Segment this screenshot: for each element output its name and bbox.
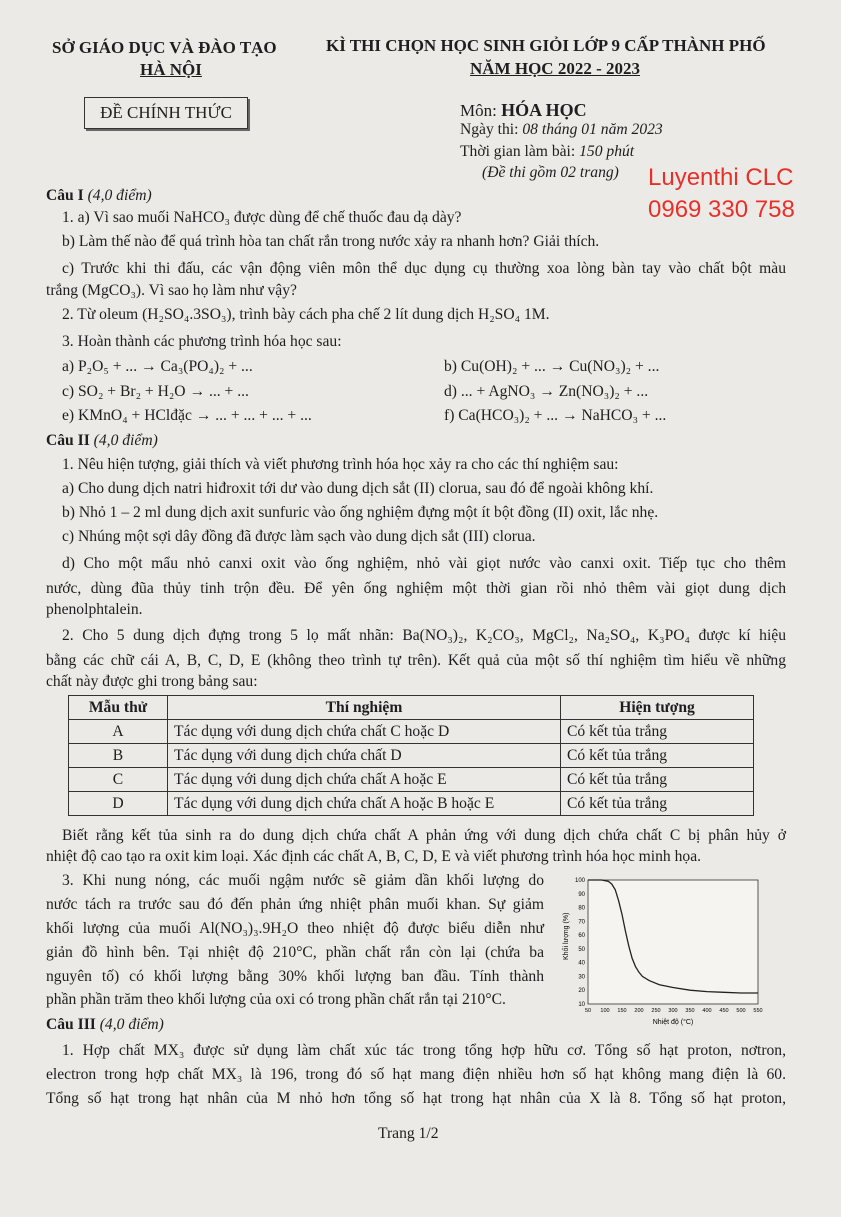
table-cell: Có kết tủa trắng bbox=[561, 744, 754, 768]
table-cell: Có kết tủa trắng bbox=[561, 792, 754, 816]
time-label: Thời gian làm bài: bbox=[460, 143, 580, 160]
date-line bbox=[460, 121, 663, 139]
time-line bbox=[460, 143, 634, 161]
column-header: Thí nghiệm bbox=[168, 696, 561, 720]
q2-line-4: c) Nhúng một sợi dây đồng đã được làm sạch vào dung dịch sắt (III) clorua. bbox=[62, 528, 536, 545]
experiment-table bbox=[68, 695, 754, 816]
table-row bbox=[69, 768, 754, 792]
y-tick-label: 10 bbox=[578, 1002, 585, 1008]
reaction-d: d) ... + AgNO₃ → Zn(NO₃)₂ + ... bbox=[444, 383, 649, 400]
table-row bbox=[69, 792, 754, 816]
q2-line-6: nước, dùng đũa thủy tinh trộn đều. Để yên ống nghiệm một thời gian rồi nhỏ thêm vài giọt dung dịch bbox=[46, 580, 786, 597]
q1-line-2: b) Làm thế nào để quá trình hòa tan chất rắn trong nước xảy ra nhanh hơn? Giải thích. bbox=[62, 233, 600, 250]
table-cell: Có kết tủa trắng bbox=[561, 768, 754, 792]
table-cell: Tác dụng với dung dịch chứa chất A hoặc E bbox=[168, 768, 561, 792]
table-header-row bbox=[69, 696, 754, 720]
q2-line-10: chất này được ghi trong bảng sau: bbox=[46, 673, 258, 690]
y-axis-label: Khối lượng (%) bbox=[563, 912, 570, 960]
reaction-a: a) P₂O₅ + ... → Ca₃(PO₄)₂ + ... bbox=[62, 358, 253, 375]
school-year: NĂM HỌC 2022 - 2023 bbox=[470, 59, 640, 78]
date-label: Ngày thi: bbox=[460, 121, 523, 138]
thermogravimetric-chart bbox=[558, 870, 774, 1036]
q2-line-11: Biết rằng kết tủa sinh ra do dung dịch chứa chất A phản ứng với dung dịch chứa chất C bị phân hủy ở bbox=[62, 827, 786, 844]
question-2-points: (4,0 điểm) bbox=[89, 432, 158, 449]
y-tick-label: 80 bbox=[578, 905, 585, 912]
q2-line-8: 2. Cho 5 dung dịch đựng trong 5 lọ mất nhãn: Ba(NO₃)₂, K₂CO₃, MgCl₂, Na₂SO₄, K₃PO₄ được kí hiệu bbox=[62, 627, 786, 644]
y-tick-label: 90 bbox=[578, 891, 585, 898]
table-row bbox=[69, 744, 754, 768]
reaction-f: f) Ca(HCO₃)₂ + ... → NaHCO₃ + ... bbox=[444, 407, 667, 424]
q2-line-9: bằng các chữ cái A, B, C, D, E (không theo trình tự trên). Kết quả của một số thí nghiệm tìm hiểu về những bbox=[46, 652, 786, 669]
page-number: Trang 1/2 bbox=[378, 1125, 439, 1142]
watermark-name: Luyenthi CLC bbox=[648, 164, 794, 191]
question-3-points: (4,0 điểm) bbox=[95, 1016, 164, 1033]
y-tick-label: 70 bbox=[578, 919, 585, 926]
q3-line-2: electron trong hợp chất MX₃ là 196, trong đó số hạt mang điện nhiều hơn số hạt không mang điện là 60. bbox=[46, 1066, 786, 1083]
question-1-points: (4,0 điểm) bbox=[83, 187, 152, 204]
department-name: SỞ GIÁO DỤC VÀ ĐÀO TẠO bbox=[52, 38, 277, 57]
q2-line-14: nước tách ra trước sau đó đến phản ứng nhiệt phân muối khan. Sự giảm bbox=[46, 896, 544, 913]
q2-line-7: phenolphtalein. bbox=[46, 601, 143, 618]
x-tick-label: 550 bbox=[753, 1008, 763, 1014]
date-value: 08 tháng 01 năm 2023 bbox=[522, 121, 663, 138]
table-cell: A bbox=[69, 720, 168, 744]
q2-line-1: 1. Nêu hiện tượng, giải thích và viết phương trình hóa học xảy ra cho các thí nghiệm sau: bbox=[62, 456, 619, 473]
q1-line-4: trắng (MgCO₃). Vì sao họ làm như vậy? bbox=[46, 282, 297, 299]
q2-line-3: b) Nhỏ 1 – 2 ml dung dịch axit sunfuric vào ống nghiệm đựng một ít bột đồng (II) oxit, lắc nhẹ. bbox=[62, 504, 659, 521]
city-name: HÀ NỘI bbox=[140, 60, 202, 79]
column-header: Hiện tượng bbox=[561, 696, 754, 720]
q2-line-17: nguyên tố) có khối lượng bằng 30% khối lượng ban đầu. Tính thành bbox=[46, 968, 544, 985]
exam-title: KÌ THI CHỌN HỌC SINH GIỎI LỚP 9 CẤP THÀNH PHỐ bbox=[326, 36, 766, 55]
x-tick-label: 350 bbox=[685, 1008, 695, 1014]
question-3-title: Câu III bbox=[46, 1016, 96, 1033]
q2-line-15: khối lượng của muối Al(NO₃)₃.9H₂O theo nhiệt độ được biểu diễn như bbox=[46, 920, 544, 937]
question-1-title: Câu I bbox=[46, 187, 84, 204]
official-stamp: ĐỀ CHÍNH THỨC bbox=[84, 97, 248, 129]
q2-line-5: d) Cho một mẩu nhỏ canxi oxit vào ống nghiệm, nhỏ vài giọt nước vào canxi oxit. Tiếp tục cho thêm bbox=[62, 555, 786, 572]
x-tick-label: 250 bbox=[651, 1008, 661, 1014]
q1-line-5: 2. Từ oleum (H₂SO₄.3SO₃), trình bày cách pha chế 2 lít dung dịch H₂SO₄ 1M. bbox=[62, 306, 550, 323]
question-2-heading bbox=[46, 432, 158, 450]
table-cell: D bbox=[69, 792, 168, 816]
y-tick-label: 30 bbox=[578, 974, 585, 981]
q3-line-1: 1. Hợp chất MX₃ được sử dụng làm chất xúc tác trong tổng hợp hữu cơ. Tổng số hạt proton, nơtron, bbox=[62, 1042, 786, 1059]
question-1-heading bbox=[46, 187, 152, 205]
question-3-heading bbox=[46, 1016, 164, 1034]
table-cell: Tác dụng với dung dịch chứa chất A hoặc B hoặc E bbox=[168, 792, 561, 816]
q1-line-1: 1. a) Vì sao muối NaHCO₃ được dùng để chế thuốc đau dạ dày? bbox=[62, 209, 462, 226]
x-tick-label: 300 bbox=[668, 1008, 678, 1014]
q3-line-3: Tổng số hạt trong hạt nhân của M nhỏ hơn tổng số hạt trong hạt nhân của X là 8. Tổng số hạt proton, bbox=[46, 1090, 786, 1107]
table-cell: C bbox=[69, 768, 168, 792]
y-tick-label: 40 bbox=[578, 960, 585, 967]
reaction-b: b) Cu(OH)₂ + ... → Cu(NO₃)₂ + ... bbox=[444, 358, 660, 375]
q2-line-12: nhiệt độ cao tạo ra oxit kim loại. Xác định các chất A, B, C, D, E và viết phương trình hóa học minh họa. bbox=[46, 848, 702, 865]
x-tick-label: 50 bbox=[584, 1008, 592, 1014]
column-header: Mẫu thử bbox=[69, 696, 168, 720]
x-tick-label: 200 bbox=[634, 1008, 644, 1014]
x-tick-label: 450 bbox=[719, 1008, 729, 1014]
question-2-title: Câu II bbox=[46, 432, 90, 449]
q1-line-6: 3. Hoàn thành các phương trình hóa học sau: bbox=[62, 333, 342, 350]
y-tick-label: 100 bbox=[574, 878, 585, 884]
pages-note: (Đề thi gồm 02 trang) bbox=[482, 164, 619, 181]
q1-line-3: c) Trước khi thi đấu, các vận động viên môn thể dục dụng cụ thường xoa lòng bàn tay vào chất bột màu bbox=[62, 260, 786, 277]
plot-area bbox=[588, 880, 758, 1004]
table-cell: Tác dụng với dung dịch chứa chất D bbox=[168, 744, 561, 768]
time-value: 150 phút bbox=[579, 143, 635, 160]
x-tick-label: 400 bbox=[702, 1008, 712, 1014]
reaction-c: c) SO₂ + Br₂ + H₂O → ... + ... bbox=[62, 383, 249, 400]
table-cell: B bbox=[69, 744, 168, 768]
q2-line-16: giản đồ hình bên. Tại nhiệt độ 210°C, phần chất rắn còn lại (chứa ba bbox=[46, 944, 544, 961]
subject-line bbox=[460, 100, 587, 121]
y-tick-label: 20 bbox=[578, 988, 585, 995]
subject-value: HÓA HỌC bbox=[501, 100, 587, 120]
table-row bbox=[69, 720, 754, 744]
x-tick-label: 500 bbox=[736, 1008, 746, 1014]
y-tick-label: 60 bbox=[578, 933, 585, 940]
table-cell: Có kết tủa trắng bbox=[561, 720, 754, 744]
x-tick-label: 100 bbox=[600, 1008, 610, 1014]
q2-line-18: phần phần trăm theo khối lượng của oxi có trong phần chất rắn tại 210°C. bbox=[46, 991, 506, 1008]
subject-label: Môn: bbox=[460, 101, 502, 120]
x-axis-label: Nhiệt độ (°C) bbox=[652, 1019, 694, 1026]
q2-line-2: a) Cho dung dịch natri hiđroxit tới dư vào dung dịch sắt (II) clorua, sau đó để ngoài không khí. bbox=[62, 480, 654, 497]
watermark-phone: 0969 330 758 bbox=[648, 196, 795, 223]
y-tick-label: 50 bbox=[578, 946, 585, 953]
reaction-e: e) KMnO₄ + HClđặc → ... + ... + ... + ... bbox=[62, 407, 312, 424]
table-cell: Tác dụng với dung dịch chứa chất C hoặc D bbox=[168, 720, 561, 744]
x-tick-label: 150 bbox=[617, 1008, 627, 1014]
q2-line-13: 3. Khi nung nóng, các muối ngậm nước sẽ giảm dần khối lượng do bbox=[62, 872, 544, 889]
